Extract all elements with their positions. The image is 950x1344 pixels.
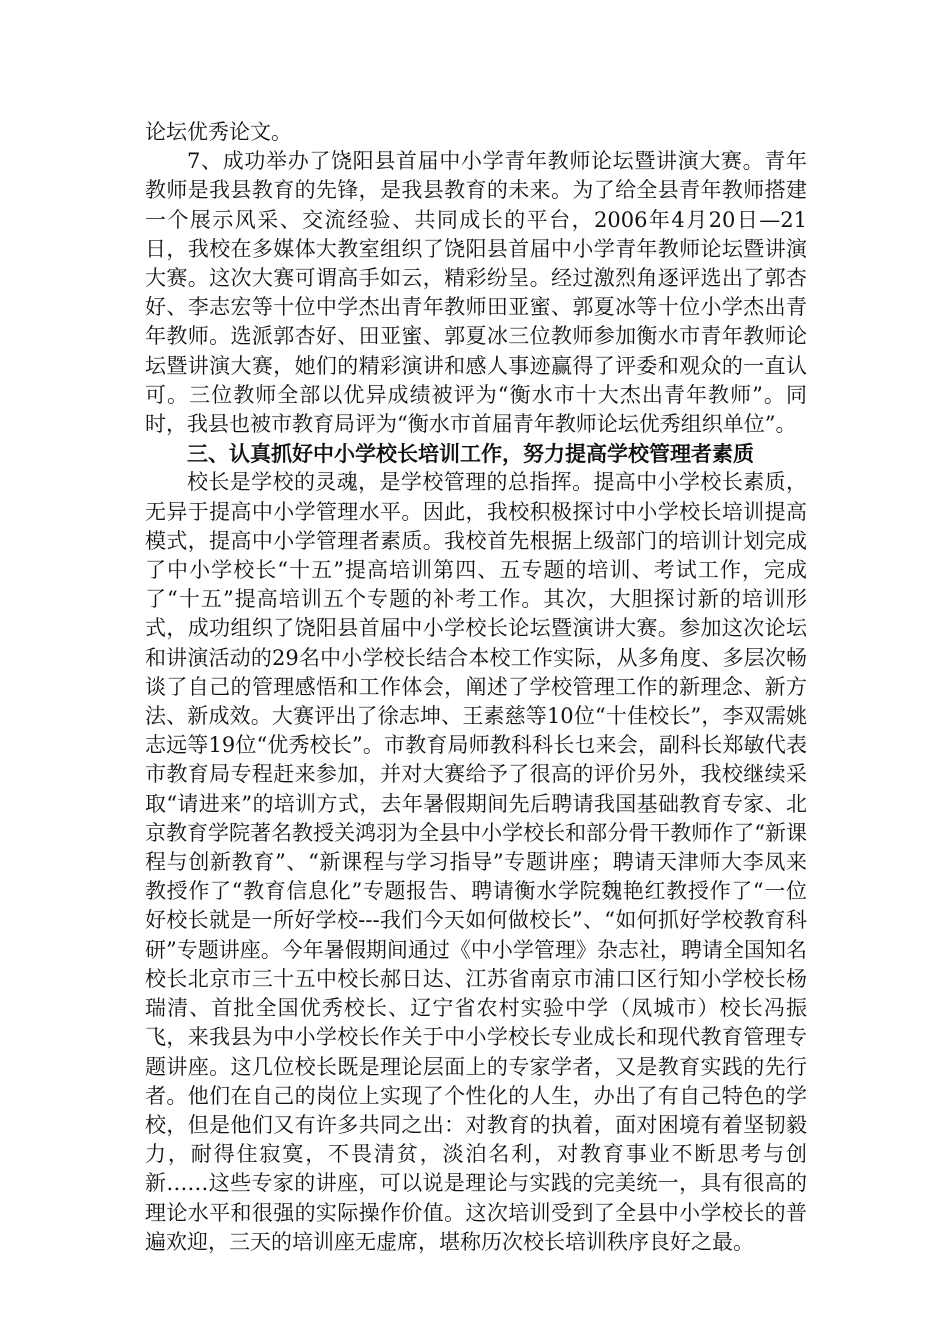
document-page: [145, 118, 807, 1257]
paragraph-principal-training: 校长是学校的灵魂，是学校管理的总指挥。提高中小学校长素质，无异于提高中小学管理水平。因此，我校积极探讨中小学校长培训提高模式，提高中小学管理者素质。我校首先根据上级部门的培训计划完成了中小学校长“十五”提高培训第四、五专题的培训、考试工作，完成了“十五”提高培训五个专题的补考工作。其次，大胆探讨新的培训形式，成功组织了饶阳县首届中小学校长论坛暨演讲大赛。参加这次论坛和讲演活动的29名中小学校长结合本校工作实际，从多角度、多层次畅谈了自己的管理感悟和工作体会，阐述了学校管理工作的新理念、新方法、新成效。大赛评出了徐志坤、王素慈等10位“十佳校长”，李双需姚志远等19位“优秀校长”。市教育局师教科科长乜来会，副科长郑敏代表市教育局专程赶来参加，并对大赛给予了很高的评价另外，我校继续采取“请进来”的培训方式，去年暑假期间先后聘请我国基础教育专家、北京教育学院著名教授关鸿羽为全县中小学校长和部分骨干教师作了“新课程与创新教育”、“新课程与学习指导”专题讲座；聘请天津师大李凤来教授作了“教育信息化”专题报告、聘请衡水学院魏艳红教授作了“一位好校长就是一所好学校---我们今天如何做校长”、“如何抓好学校教育科研”专题讲座。今年暑假期间通过《中小学管理》杂志社，聘请全国知名校长北京市三十五中校长郝日达、江苏省南京市浦口区行知小学校长杨瑞清、首批全国优秀校长、辽宁省农村实验中学（凤城市）校长冯振飞，来我县为中小学校长作关于中小学校长专业成长和现代教育管理专题讲座。这几位校长既是理论层面上的专家学者，又是教育实践的先行者。他们在自己的岗位上实现了个性化的人生，办出了有自己特色的学校，但是他们又有许多共同之出：对教育的执着，面对困境有着坚韧毅力，耐得住寂寞，不畏清贫，淡泊名利，对教育事业不断思考与创新……这些专家的讲座，可以说是理论与实践的完美统一，具有很高的理论水平和很强的实际操作价值。这次培训受到了全县中小学校长的普遍欢迎，三天的培训座无虚席，堪称历次校长培训秩序良好之最。: [145, 470, 807, 1254]
paragraph-youth-teacher-forum: 7、成功举办了饶阳县首届中小学青年教师论坛暨讲演大赛。青年教师是我县教育的先锋，是我县教育的未来。为了给全县青年教师搭建一个展示风采、交流经验、共同成长的平台，2006年4月20日—21日，我校在多媒体大教室组织了饶阳县首届中小学青年教师论坛暨讲演大赛。这次大赛可谓高手如云，精彩纷呈。经过激烈角逐评选出了郭杏好、李志宏等十位中学杰出青年教师田亚蜜、郭夏冰等十位小学杰出青年教师。选派郭杏好、田亚蜜、郭夏冰三位教师参加衡水市青年教师论坛暨讲演大赛，她们的精彩演讲和感人事迹赢得了评委和观众的一直认可。三位教师全部以优异成绩被评为“衡水市十大杰出青年教师”。同时，我县也被市教育局评为“衡水市首届青年教师论坛优秀组织单位”。: [145, 149, 807, 437]
section-heading-principal-training: 三、认真抓好中小学校长培训工作，努力提高学校管理者素质: [187, 441, 754, 467]
paragraph-continuation: 论坛优秀论文。: [145, 120, 292, 144]
